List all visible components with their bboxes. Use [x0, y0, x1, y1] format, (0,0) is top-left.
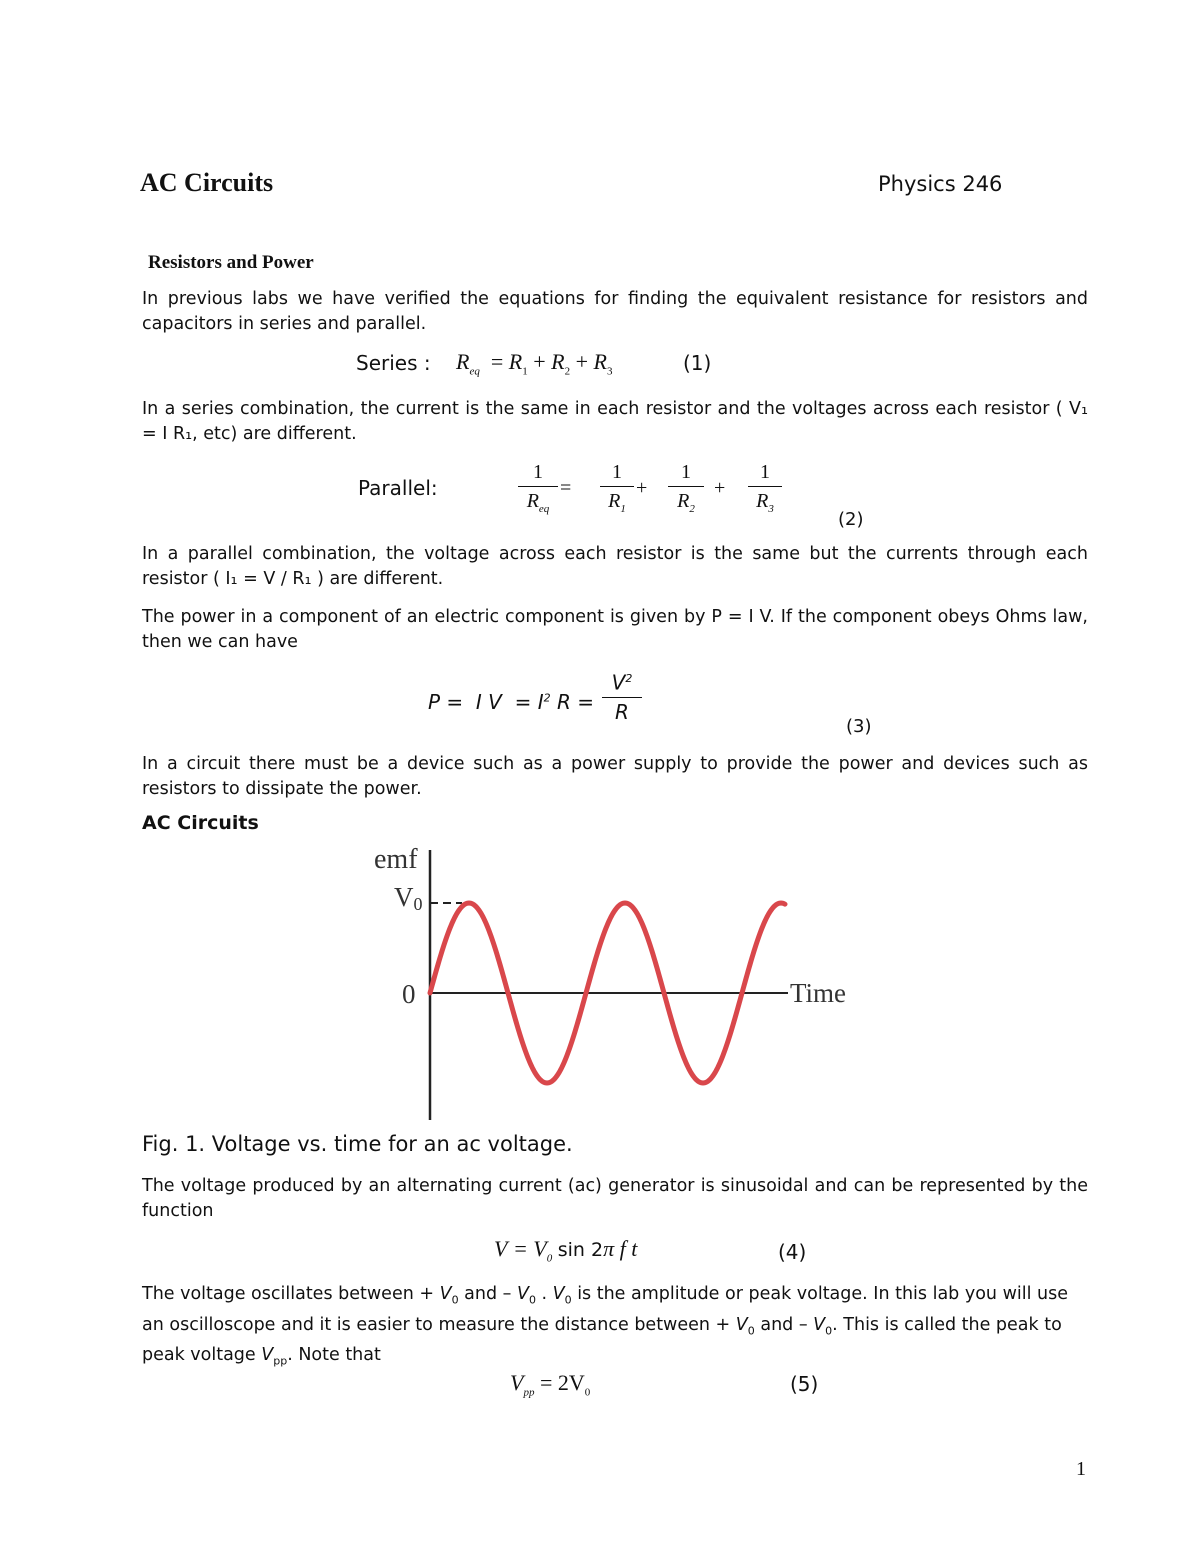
- equation-series: $R_{eq} = R_1 + R_2 + R_3$: [456, 349, 613, 378]
- paragraph-series: In a series combination, the current is the same in each resistor and the voltages across each resistor ( V₁ = I R₁, etc) are different.: [142, 399, 1088, 444]
- time-label: Time: [790, 978, 847, 1008]
- emf-label: emf: [374, 844, 418, 875]
- equation-sine: $V = V_0$ sin 2π f t: [494, 1236, 638, 1265]
- page-number: 1: [1076, 1458, 1086, 1480]
- page-title: AC Circuits: [140, 168, 274, 197]
- section-heading-resistors: Resistors and Power: [148, 252, 314, 273]
- equation-parallel-label: Parallel:: [358, 476, 438, 500]
- equation-number-4: (4): [778, 1240, 807, 1264]
- equation-power: P = I $V = I^2$ R =: [428, 690, 594, 714]
- paragraph-circuit: In a circuit there must be a device such as a power supply to provide the power and devices such as resistors to dissipate the power.: [142, 754, 1088, 799]
- fraction-r3: 1 $R_3$: [748, 459, 782, 522]
- equation-number-1: (1): [683, 351, 712, 375]
- course-name: Physics 246: [878, 172, 1003, 196]
- equation-number-5: (5): [790, 1372, 819, 1396]
- fraction-v2-over-r: $V^2$ R: [602, 666, 642, 725]
- equation-plus-2: +: [714, 477, 726, 499]
- equation-vpp: $V_{pp} = 2V_0$: [510, 1370, 591, 1399]
- equation-number-3: (3): [846, 716, 872, 737]
- paragraph-parallel: In a parallel combination, the voltage across each resistor is the same but the currents through each resistor ( I₁ = V / R₁ ) are different.: [142, 544, 1088, 589]
- equation-equals: =: [560, 477, 572, 499]
- fraction-r2: 1 $R_2$: [668, 459, 704, 522]
- paragraph-intro: In previous labs we have verified the equations for finding the equivalent resistance for resistors and capacitors in series and parallel.: [142, 289, 1088, 334]
- paragraph-oscillation: The voltage oscillates between + $V_0$ and – $V_0$ . $V_0$ is the amplitude or peak voltage. In this lab you will use an oscilloscope and it is easier to measure the distance between + $V_0$ and – $V_0$. This is called the peak to peak voltage $V_{pp}$. Note that: [142, 1284, 1068, 1368]
- sine-wave-figure: [360, 840, 880, 1130]
- figure-caption: Fig. 1. Voltage vs. time for an ac voltage.: [142, 1132, 573, 1156]
- fraction-req: 1 $R_{eq}$: [518, 459, 558, 522]
- fraction-r1: 1 $R_1$: [600, 459, 634, 522]
- section-heading-ac: AC Circuits: [142, 812, 259, 834]
- zero-label: 0: [402, 979, 416, 1009]
- equation-series-label: Series :: [356, 351, 431, 375]
- v0-label: V0: [394, 882, 423, 914]
- paragraph-generator: The voltage produced by an alternating current (ac) generator is sinusoidal and can be represented by the function: [142, 1176, 1088, 1221]
- equation-plus-1: +: [636, 477, 648, 499]
- equation-number-2: (2): [838, 509, 864, 530]
- paragraph-power: The power in a component of an electric component is given by P = I V. If the component obeys Ohms law, then we can have: [142, 607, 1088, 652]
